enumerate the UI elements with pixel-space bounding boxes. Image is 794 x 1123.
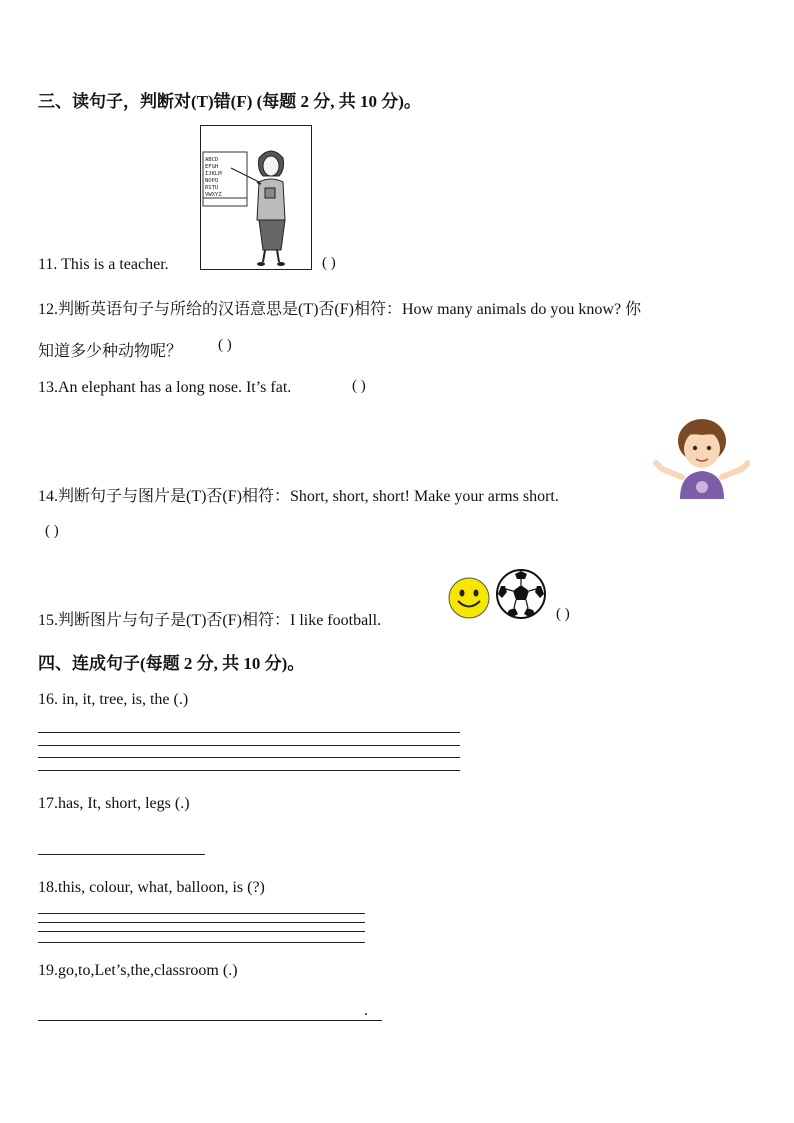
question-19: 19.go,to,Let’s,the,classroom (.) <box>38 962 238 979</box>
section-4-heading: 四、连成句子(每题 2 分, 共 10 分)。 <box>38 654 305 673</box>
chalk-line-2: EFGH <box>205 164 219 170</box>
question-18: 18.this, colour, what, balloon, is (?) <box>38 879 265 896</box>
question-14: 14.判断句子与图片是(T)否(F)相符：Short, short, short! Make your arms short. <box>38 488 559 505</box>
chalk-line-1: ABCD <box>205 157 219 163</box>
answer-15[interactable]: ( ) <box>556 606 570 622</box>
answer-line-18b[interactable] <box>38 922 365 923</box>
answer-line-16c[interactable] <box>38 757 460 758</box>
chalk-line-4: NOPQ <box>205 178 219 184</box>
question-15: 15.判断图片与句子是(T)否(F)相符：I like football. <box>38 612 382 629</box>
chalk-line-5: RSTU <box>205 185 219 191</box>
answer-line-16b[interactable] <box>38 745 460 746</box>
answer-12[interactable]: ( ) <box>218 337 232 353</box>
football-icon <box>495 568 547 620</box>
chalk-line-6: VWXYZ <box>205 192 222 198</box>
question-12-line-1: 12.判断英语句子与所给的汉语意思是(T)否(F)相符：How many animals do you know? 你 <box>38 301 642 318</box>
question-16: 16. in, it, tree, is, the (.) <box>38 691 189 708</box>
answer-line-19[interactable] <box>38 1020 382 1021</box>
answer-11[interactable]: ( ) <box>322 255 336 271</box>
answer-14[interactable]: ( ) <box>45 523 59 539</box>
teacher-picture <box>200 125 312 270</box>
answer-line-16a[interactable] <box>38 732 460 733</box>
chalk-line-3: IJKLM <box>205 171 222 177</box>
answer-line-18d[interactable] <box>38 942 365 943</box>
question-12-line-2: 知道多少种动物呢？ <box>38 343 183 360</box>
question-17: 17.has, It, short, legs (.) <box>38 795 190 812</box>
question-13: 13.An elephant has a long nose. It’s fat. <box>38 379 292 396</box>
answer-19-period: . <box>364 1002 368 1019</box>
answer-line-16d[interactable] <box>38 770 460 771</box>
answer-line-18c[interactable] <box>38 931 365 932</box>
section-3-heading: 三、读句子，判断对(T)错(F) (每题 2 分, 共 10 分)。 <box>38 92 421 111</box>
smiley-face-icon <box>447 576 491 620</box>
answer-line-18a[interactable] <box>38 913 365 914</box>
boy-shrugging-picture <box>652 415 750 499</box>
answer-line-17[interactable] <box>38 854 205 855</box>
teacher-illustration <box>201 126 311 269</box>
answer-13[interactable]: ( ) <box>352 378 366 394</box>
question-11: 11. This is a teacher. <box>38 256 169 273</box>
